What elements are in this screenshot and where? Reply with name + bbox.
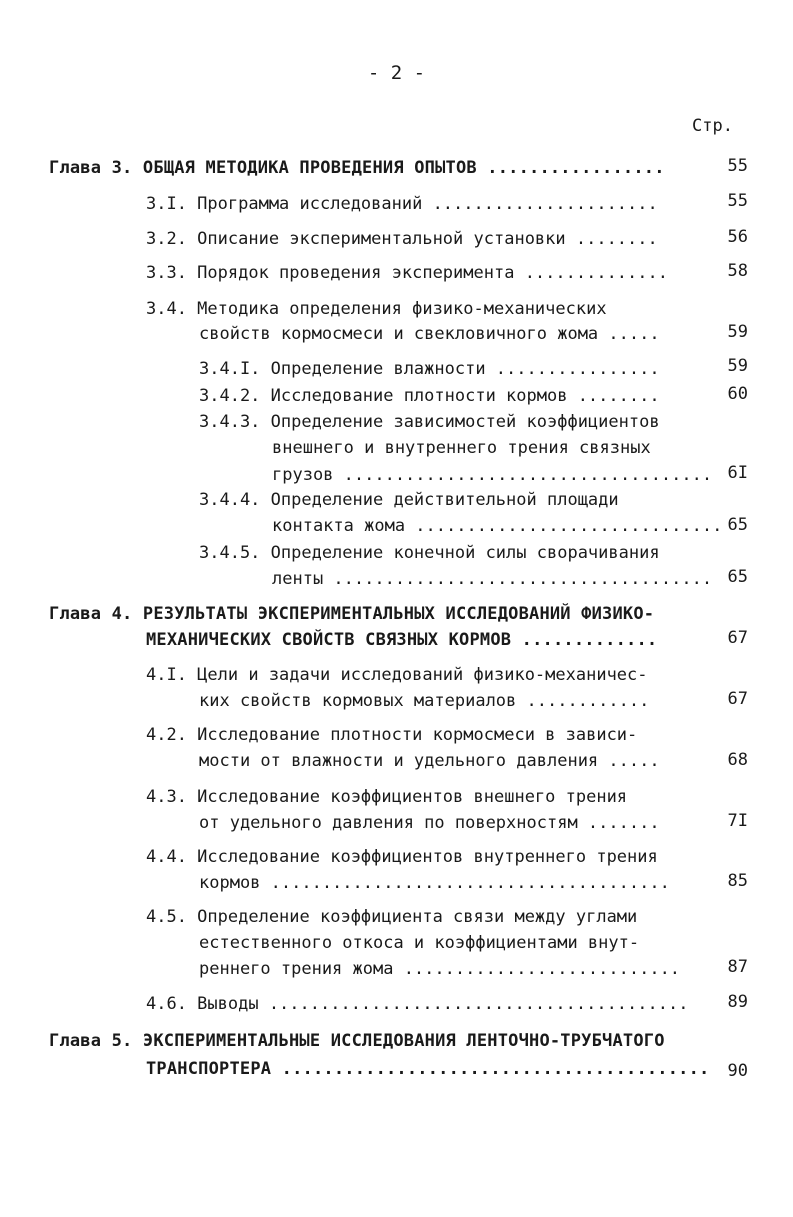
toc-chapter-4-title-line2: МЕХАНИЧЕСКИХ СВОЙСТВ СВЯЗНЫХ КОРМОВ ............. [146,630,658,650]
toc-entry-3-4-line1: 3.4. Методика определения физико-механических [146,299,607,319]
toc-entry-4-5-line3: реннего трения жома ........................... [199,959,681,979]
toc-entry-4-3-page: 7I [727,811,748,831]
toc-entry-4-1-line2: ких свойств кормовых материалов ............ [199,691,650,711]
toc-entry-3-3-page: 58 [727,261,748,281]
toc-entry-3-4-2: 3.4.2. Исследование плотности кормов ........ [199,386,660,406]
toc-entry-4-4-line1: 4.4. Исследование коэффициентов внутреннего трения [146,847,658,867]
toc-entry-3-4-3-line2: внешнего и внутреннего трения связных [272,438,651,458]
toc-entry-3-3: 3.3. Порядок проведения эксперимента .............. [146,263,668,283]
toc-chapter-3-page: 55 [727,156,748,176]
page-column-header: Стр. [692,116,733,136]
toc-chapter-5-title-line2: ТРАНСПОРТЕРА ......................................... [146,1059,710,1079]
toc-entry-3-2: 3.2. Описание экспериментальной установки ........ [146,229,658,249]
toc-entry-4-3-line1: 4.3. Исследование коэффициентов внешнего трения [146,787,628,807]
toc-entry-4-5-line1: 4.5. Определение коэффициента связи между углами [146,907,638,927]
toc-entry-3-2-page: 56 [727,227,748,247]
toc-entry-3-4-4-line2: контакта жома .............................. [272,516,723,536]
toc-entry-4-1-line1: 4.I. Цели и задачи исследований физико-механичес- [146,665,648,685]
toc-entry-4-6: 4.6. Выводы ......................................... [146,994,689,1014]
toc-chapter-3-title: Глава 3. ОБЩАЯ МЕТОДИКА ПРОВЕДЕНИЯ ОПЫТОВ ................. [49,158,665,178]
toc-entry-3-4-3-line1: 3.4.3. Определение зависимостей коэффициентов [199,412,660,432]
toc-entry-3-4-5-line2: ленты ..................................... [272,569,713,589]
toc-entry-4-2-line2: мости от влажности и удельного давления ..... [199,751,660,771]
toc-entry-3-4-page: 59 [727,322,748,342]
toc-entry-4-4-page: 85 [727,871,748,891]
toc-entry-4-4-line2: кормов ....................................... [199,873,670,893]
toc-chapter-5-page: 90 [727,1061,748,1081]
toc-entry-3-1: 3.I. Программа исследований ...................... [146,194,658,214]
toc-entry-3-4-5-page: 65 [727,567,748,587]
toc-entry-4-3-line2: от удельного давления по поверхностям ....... [199,813,660,833]
toc-entry-4-2-line1: 4.2. Исследование плотности кормосмеси в зависи- [146,725,638,745]
page-number: - 2 - [367,62,426,84]
toc-entry-3-4-3-line3: грузов .................................... [272,465,713,485]
toc-entry-3-1-page: 55 [727,191,748,211]
toc-entry-4-6-page: 89 [727,992,748,1012]
toc-entry-3-4-2-page: 60 [727,384,748,404]
toc-entry-3-4-3-page: 6I [727,463,748,483]
toc-entry-4-1-page: 67 [727,689,748,709]
toc-entry-3-4-1: 3.4.I. Определение влажности ................ [199,359,660,379]
toc-entry-3-4-5-line1: 3.4.5. Определение конечной силы сворачивания [199,543,660,563]
toc-entry-4-2-page: 68 [727,750,748,770]
toc-entry-4-5-line2: естественного откоса и коэффициентами внут- [199,933,640,953]
toc-entry-4-5-page: 87 [727,957,748,977]
toc-entry-3-4-1-page: 59 [727,356,748,376]
toc-entry-3-4-4-line1: 3.4.4. Определение действительной площади [199,490,619,510]
toc-entry-3-4-line2: свойств кормосмеси и свекловичного жома ..... [199,324,660,344]
toc-entry-3-4-4-page: 65 [727,515,748,535]
toc-chapter-5-title-line1: Глава 5. ЭКСПЕРИМЕНТАЛЬНЫЕ ИССЛЕДОВАНИЯ ЛЕНТОЧНО-ТРУБЧАТОГО [49,1031,665,1051]
toc-chapter-4-title-line1: Глава 4. РЕЗУЛЬТАТЫ ЭКСПЕРИМЕНТАЛЬНЫХ ИССЛЕДОВАНИЙ ФИЗИКО- [49,604,655,624]
toc-chapter-4-page: 67 [727,628,748,648]
